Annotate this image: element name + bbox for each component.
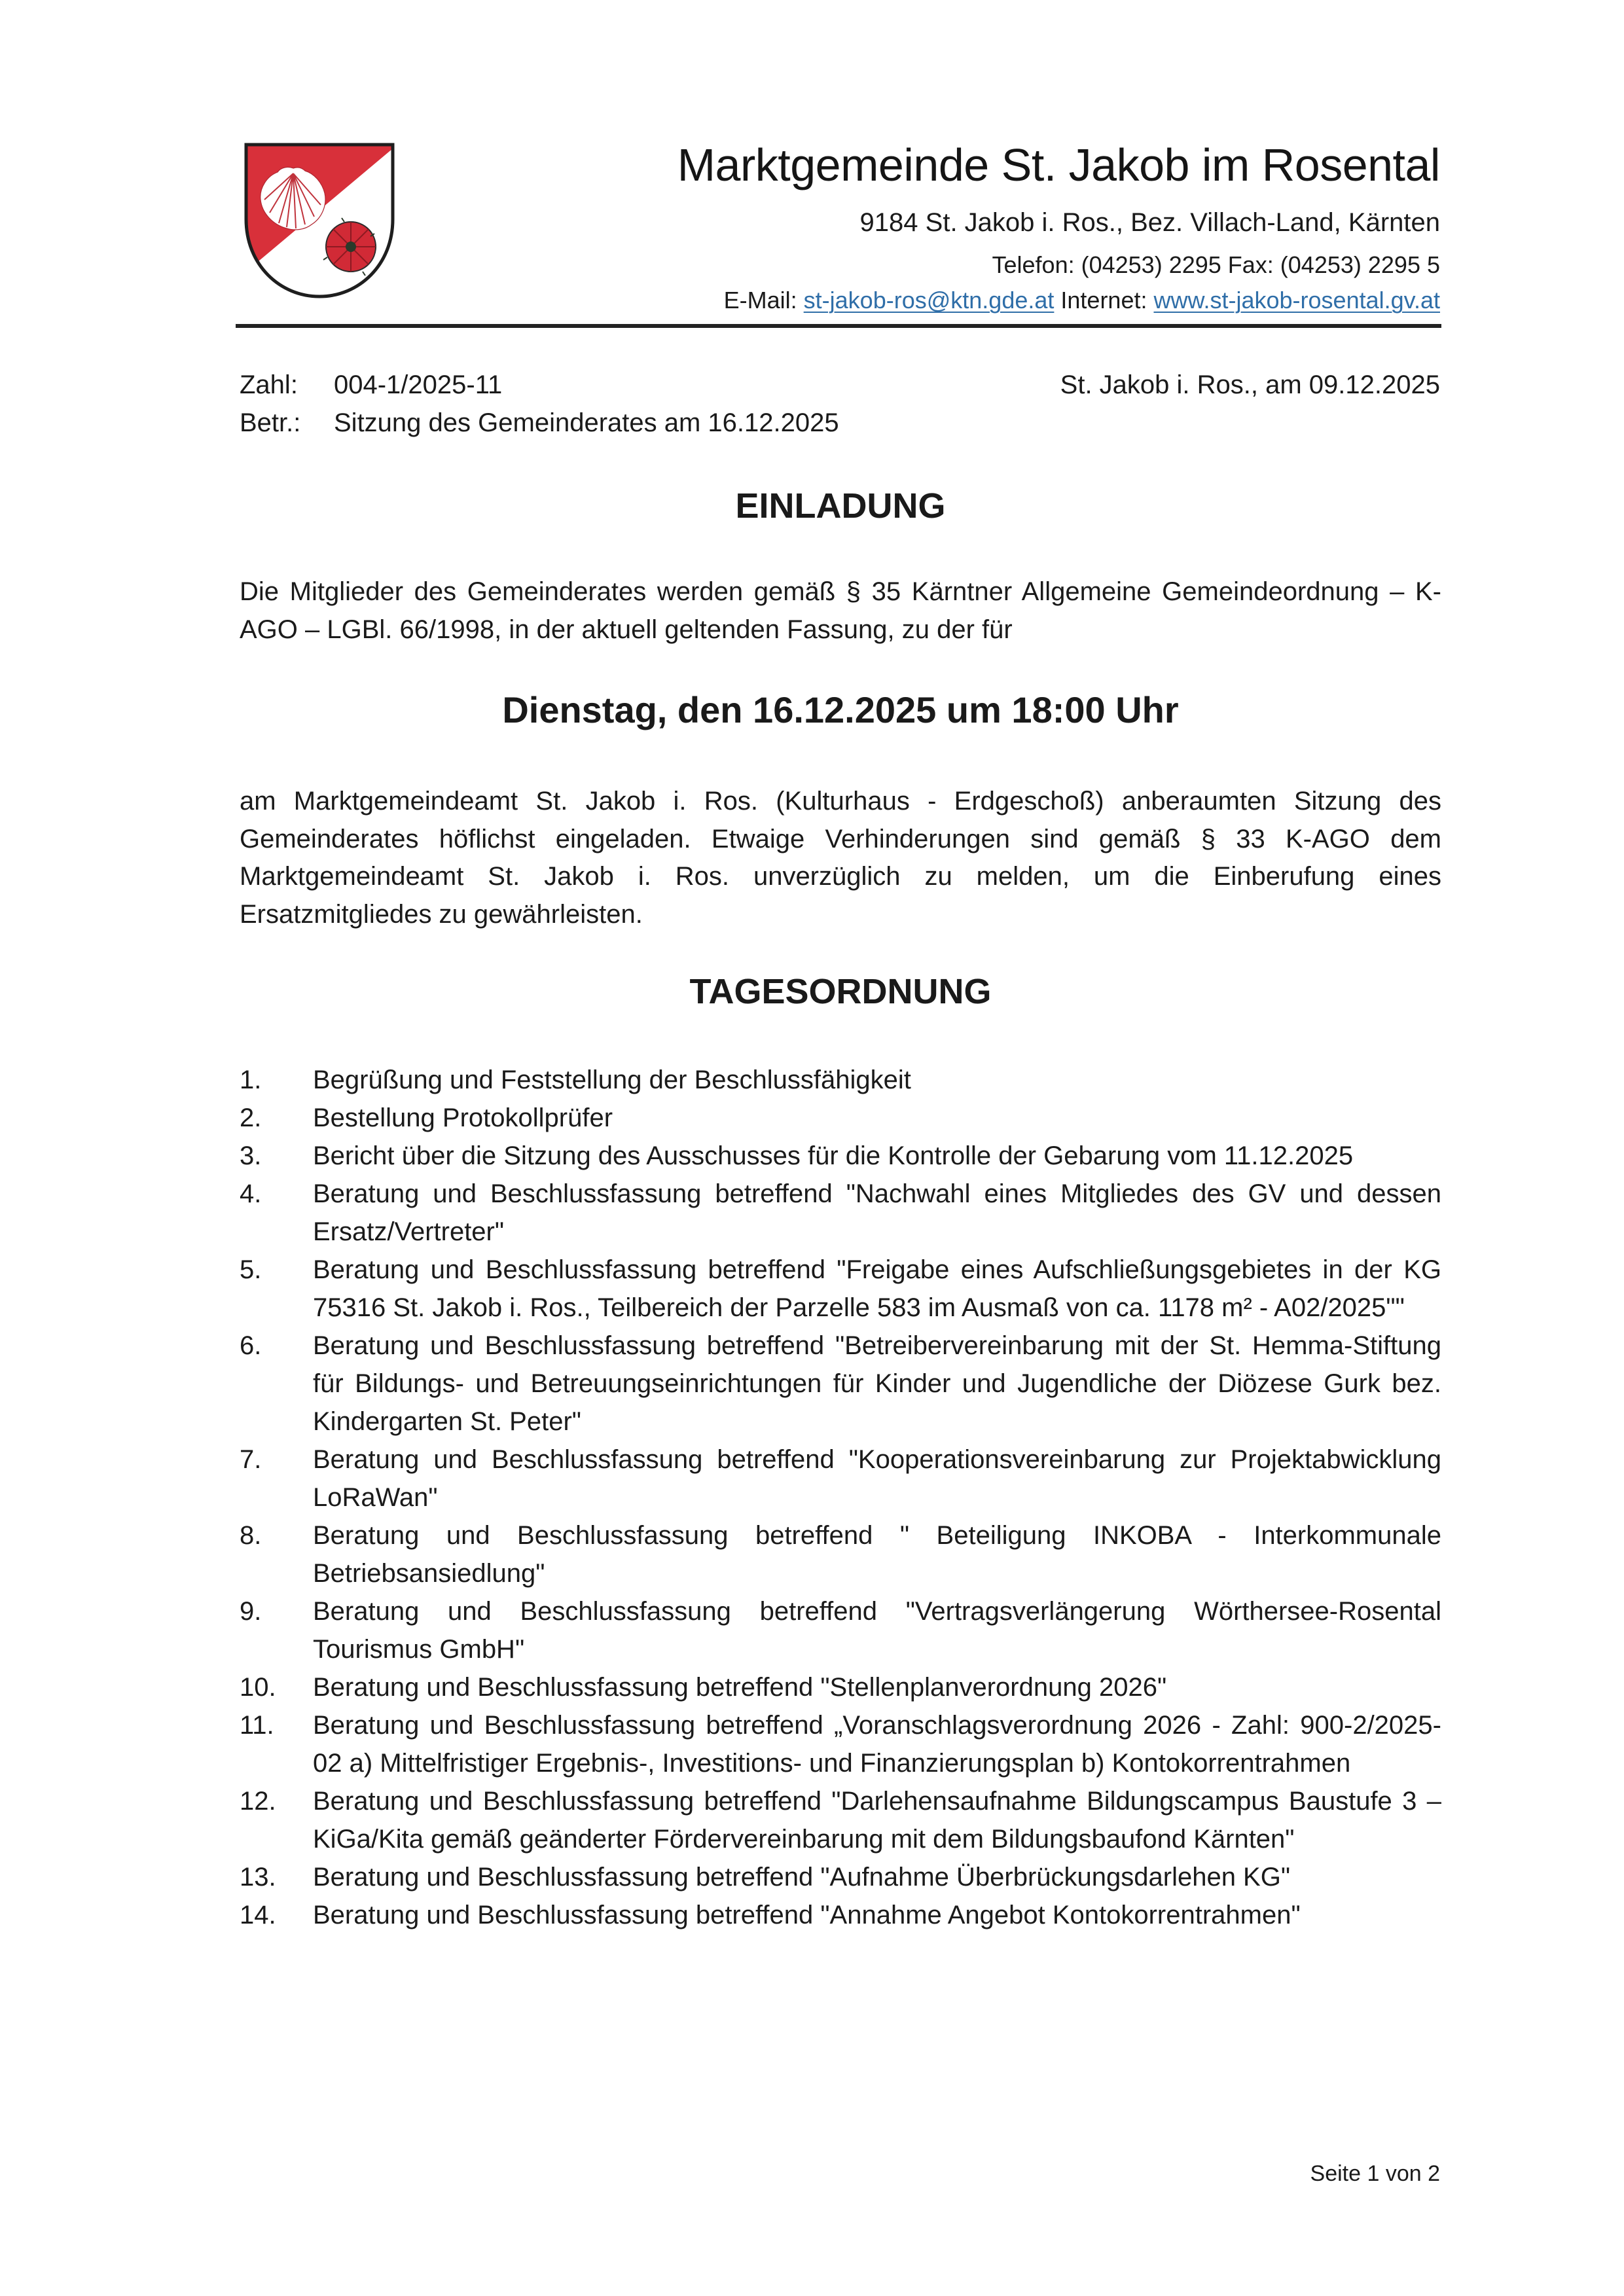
agenda-item-number: 2. (240, 1103, 262, 1132)
agenda-item-text: Begrüßung und Feststellung der Beschlussfähigkeit (313, 1066, 911, 1094)
page-number: Seite 1 von 2 (1310, 2161, 1440, 2186)
internet-label: Internet: (1054, 287, 1154, 314)
agenda-item (240, 1858, 1441, 1896)
agenda-item-number: 14. (240, 1901, 276, 1929)
agenda-item-text: Beratung und Beschlussfassung betreffend "Kooperationsvereinbarung zur Projektabwicklung LoRaWan" (313, 1445, 1441, 1512)
invitation-intro: Die Mitglieder des Gemeinderates werden gemäß § 35 Kärntner Allgemeine Gemeindeordnung – K-AGO – LGBl. 66/1998, in der aktuell geltenden Fassung, zu der für (240, 577, 1441, 644)
agenda-item-text: Beratung und Beschlussfassung betreffend "Darlehensaufnahme Bildungscampus Baustufe 3 – KiGa/Kita gemäß geänderter Fördervereinbarung mit dem Bildungsbaufond Kärnten" (313, 1787, 1441, 1854)
agenda-item (240, 1706, 1441, 1782)
agenda-item-number: 12. (240, 1787, 276, 1816)
agenda-item (240, 1668, 1441, 1706)
agenda-item-text: Beratung und Beschlussfassung betreffend "Betreibervereinbarung mit der St. Hemma-Stiftung für Bildungs- und Betreuungseinrichtungen für Kinder und Jugendliche der Diözese Gurk bez. Kindergarten St. Peter" (313, 1331, 1441, 1436)
agenda-item-number: 4. (240, 1179, 262, 1208)
agenda-item-text: Beratung und Beschlussfassung betreffend "Aufnahme Überbrückungsdarlehen KG" (313, 1863, 1291, 1892)
agenda-item (240, 1137, 1441, 1175)
agenda-item (240, 1061, 1441, 1099)
meeting-date-time: Dienstag, den 16.12.2025 um 18:00 Uhr (502, 689, 1179, 730)
invitation-details: am Marktgemeindeamt St. Jakob i. Ros. (Kulturhaus - Erdgeschoß) anberaumten Sitzung des Gemeinderates höflichst eingeladen. Etwaige Verhinderungen sind gemäß § 33 K-AGO dem Marktgemeindeamt St. Jakob i. Ros. unverzüglich zu melden, um die Einberufung eines Ersatzmitgliedes zu gewährleisten. (240, 787, 1441, 929)
agenda-item (240, 1592, 1441, 1668)
agenda-item-number: 10. (240, 1673, 276, 1702)
reference-number (240, 370, 502, 400)
email-link[interactable]: st-jakob-ros@ktn.gde.at (803, 287, 1055, 314)
agenda-item-text: Bestellung Protokollprüfer (313, 1103, 613, 1132)
agenda-item-text: Beratung und Beschlussfassung betreffend " Beteiligung INKOBA - Interkommunale Betriebsansiedlung" (313, 1521, 1441, 1588)
agenda-item-text: Beratung und Beschlussfassung betreffend "Annahme Angebot Kontokorrentrahmen" (313, 1901, 1301, 1929)
website-link[interactable]: www.st-jakob-rosental.gv.at (1153, 287, 1440, 314)
agenda-item (240, 1441, 1441, 1516)
agenda-item-text: Beratung und Beschlussfassung betreffend "Stellenplanverordnung 2026" (313, 1673, 1167, 1702)
agenda-item-text: Beratung und Beschlussfassung betreffend „Voranschlagsverordnung 2026 - Zahl: 900-2/2025-02 a) Mittelfristiger Ergebnis-, Investitions- und Finanzierungsplan b) Kontokorrentrahmen (313, 1711, 1441, 1778)
invitation-heading: EINLADUNG (735, 486, 946, 526)
agenda-item-number: 1. (240, 1066, 262, 1094)
agenda-item-text: Beratung und Beschlussfassung betreffend "Vertragsverlängerung Wörthersee-Rosental Tourismus GmbH" (313, 1597, 1441, 1664)
agenda-item (240, 1327, 1441, 1441)
agenda-item (240, 1516, 1441, 1592)
agenda-item-number: 6. (240, 1331, 262, 1360)
agenda-item-number: 7. (240, 1445, 262, 1474)
phone-fax-line: Telefon: (04253) 2295 Fax: (04253) 2295 5 (992, 251, 1440, 278)
reference-label: Zahl: (240, 370, 298, 399)
contact-line (724, 287, 1440, 314)
agenda-list (240, 1061, 1441, 1934)
agenda-item-number: 8. (240, 1521, 262, 1550)
agenda-item (240, 1782, 1441, 1858)
agenda-item (240, 1896, 1441, 1934)
reference-value: 004-1/2025-11 (334, 370, 503, 399)
agenda-item-text: Beratung und Beschlussfassung betreffend "Nachwahl eines Mitgliedes des GV und dessen Ersatz/Vertreter" (313, 1179, 1441, 1246)
subject-value: Sitzung des Gemeinderates am 16.12.2025 (334, 408, 839, 437)
agenda-item (240, 1251, 1441, 1327)
coat-of-arms-logo (241, 141, 398, 301)
agenda-item-number: 11. (240, 1711, 274, 1740)
agenda-item-number: 9. (240, 1597, 262, 1626)
subject-label: Betr.: (240, 408, 301, 437)
agenda-item-text: Bericht über die Sitzung des Ausschusses für die Kontrolle der Gebarung vom 11.12.2025 (313, 1141, 1354, 1170)
header-divider (236, 324, 1441, 328)
municipality-address: 9184 St. Jakob i. Ros., Bez. Villach-Land, Kärnten (859, 208, 1440, 237)
agenda-item-number: 13. (240, 1863, 276, 1892)
agenda-item (240, 1175, 1441, 1251)
agenda-item-number: 3. (240, 1141, 262, 1170)
subject-line (240, 408, 839, 438)
municipality-title: Marktgemeinde St. Jakob im Rosental (677, 139, 1440, 190)
agenda-heading: TAGESORDNUNG (689, 972, 992, 1011)
place-date: St. Jakob i. Ros., am 09.12.2025 (1060, 370, 1440, 399)
email-label: E-Mail: (723, 287, 804, 314)
agenda-item-number: 5. (240, 1255, 262, 1284)
agenda-item (240, 1099, 1441, 1137)
agenda-item-text: Beratung und Beschlussfassung betreffend "Freigabe eines Aufschließungsgebietes in der KG 75316 St. Jakob i. Ros., Teilbereich der Parzelle 583 im Ausmaß von ca. 1178 m² - A02/2025"" (313, 1255, 1441, 1322)
